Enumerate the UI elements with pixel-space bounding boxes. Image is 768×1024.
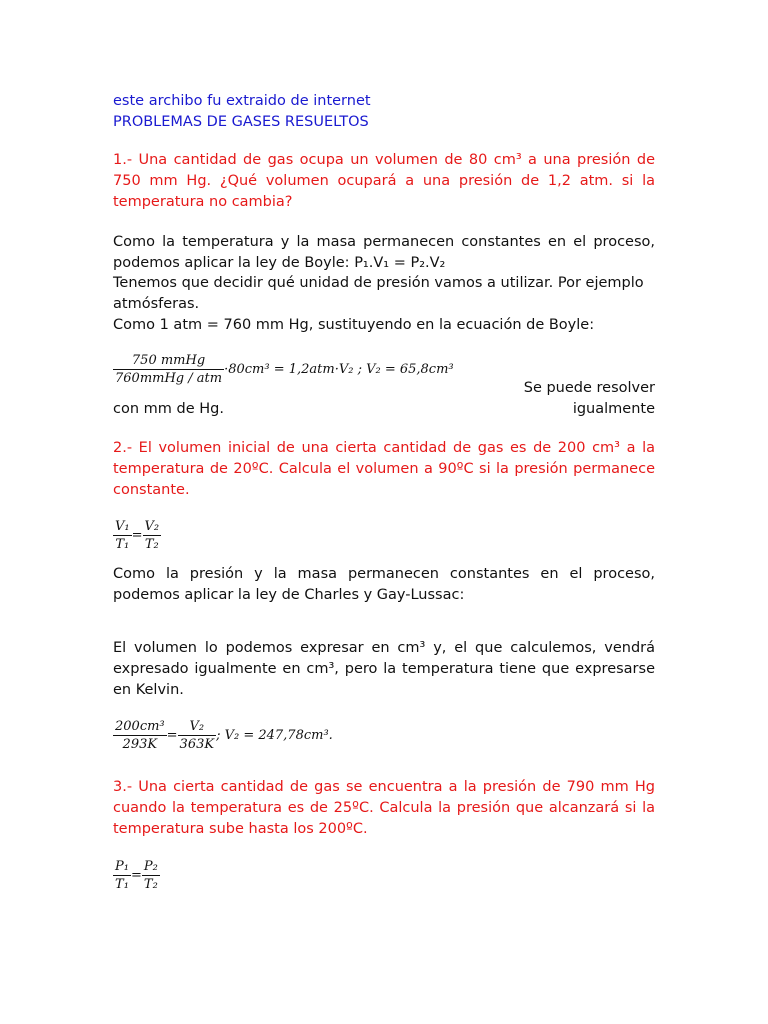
fraction-numerator: 750 mmHg — [131, 353, 206, 368]
solution-result: ; V₂ = 247,78cm³. — [216, 728, 333, 743]
t1-denominator: T₁ — [113, 875, 131, 893]
solution-right-numerator: V₂ — [189, 719, 205, 734]
solution-left-numerator: 200cm³ — [115, 719, 165, 734]
problem-1-paragraph-2: Tenemos que decidir qué unidad de presión vamos a utilizar. Por ejemplo atmósferas. — [113, 275, 644, 312]
problem-2-statement: 2.- El volumen inicial de una cierta cantidad de gas es de 200 cm³ a la temperatura de 20ºC. Calcula el volumen a 90ºC si la presión permanece constante. — [113, 440, 655, 498]
problem-3-statement: 3.- Una cierta cantidad de gas se encuentra a la presión de 790 mm Hg cuando la temperatura es de 25ºC. Calcula la presión que alcanzará si la temperatura sube hasta los 200ºC. — [113, 779, 655, 837]
charles-law-formula — [113, 518, 161, 553]
solution-right-denominator: 363K — [179, 737, 215, 752]
equals-sign: = — [166, 728, 178, 743]
t1-denominator: T₁ — [113, 535, 132, 553]
problem-1-statement: 1.- Una cantidad de gas ocupa un volumen de 80 cm³ a una presión de 750 mm Hg. ¿Qué volumen ocupará a una presión de 1,2 atm. si la temperatura no cambia? — [113, 152, 655, 210]
boyle-fraction — [113, 352, 224, 387]
formula-remainder: ·80cm³ = 1,2atm·V₂ ; V₂ = 65,8cm³ — [224, 362, 454, 377]
problem-1-note: Se puede resolver igualmente — [523, 380, 655, 417]
problem-1-note-continued: con mm de Hg. — [113, 401, 224, 417]
boyle-intro-text: Como la temperatura y la masa permanecen constantes en el proceso, podemos aplicar la ley de Boyle: — [113, 234, 655, 271]
solution-left-denominator: 293K — [113, 735, 167, 753]
p2-numerator: P₂ — [143, 859, 158, 874]
fraction-denominator: 760mmHg / atm — [115, 371, 223, 386]
problem-2-solution — [113, 718, 333, 753]
boyle-law-text: P₁.V₁ = P₂.V₂ — [354, 255, 446, 271]
problem-2-paragraph-1: Como la presión y la masa permanecen constantes en el proceso, podemos aplicar la ley de Charles y Gay-Lussac: — [113, 566, 655, 603]
equals-sign: = — [131, 528, 143, 543]
problem-1-paragraph-3: Como 1 atm = 760 mm Hg, sustituyendo en la ecuación de Boyle: — [113, 317, 595, 333]
document-title: PROBLEMAS DE GASES RESUELTOS — [113, 114, 369, 130]
gay-lussac-law-formula — [113, 858, 160, 893]
problem-1-formula — [113, 352, 454, 387]
p1-numerator: P₁ — [115, 859, 129, 874]
t2-denominator: T₂ — [142, 875, 160, 893]
v1-numerator: V₁ — [115, 519, 130, 534]
problem-2-paragraph-2: El volumen lo podemos expresar en cm³ y, el que calculemos, vendrá expresado igualmente en cm³, pero la temperatura tiene que expresarse en Kelvin. — [113, 640, 655, 698]
source-note: este archibo fu extraido de internet — [113, 93, 371, 109]
equals-sign: = — [130, 868, 142, 883]
t2-denominator: T₂ — [143, 535, 162, 553]
v2-numerator: V₂ — [144, 519, 160, 534]
problem-1-paragraph-1 — [113, 232, 655, 274]
